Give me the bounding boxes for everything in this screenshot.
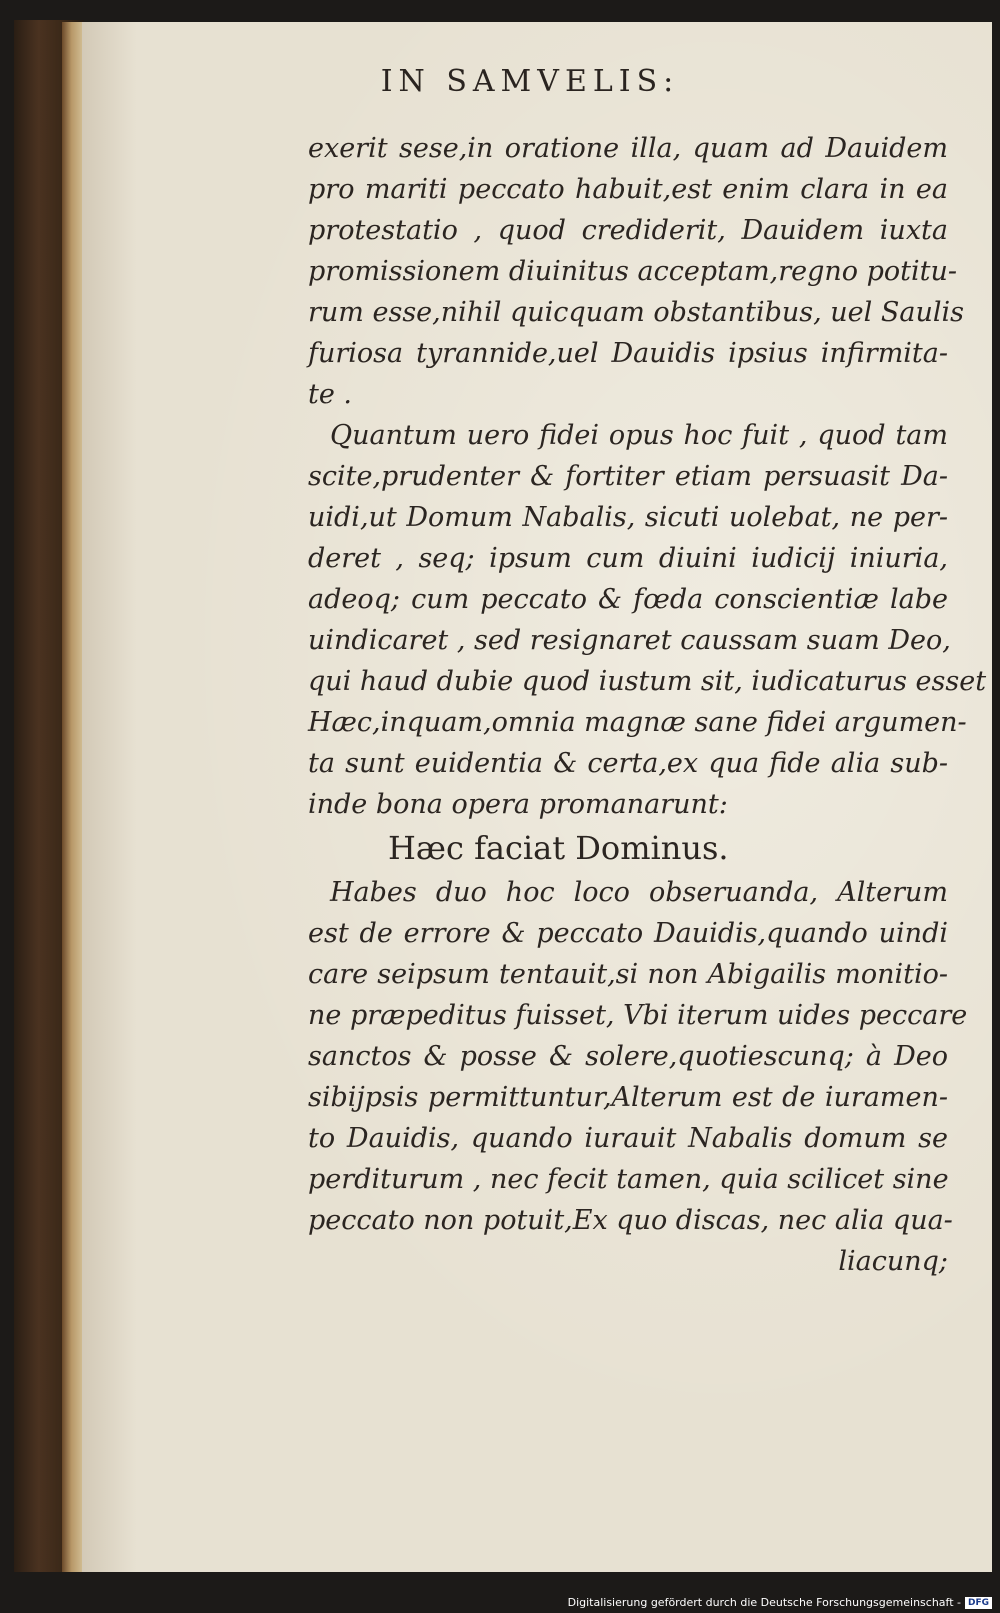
text-line: furiosa tyrannide,uel Dauidis ipsius infirmita- [308, 338, 948, 369]
text-line: promissionem diuinitus acceptam,regno potitu- [308, 256, 958, 287]
paragraph [308, 128, 964, 415]
digitization-credit [568, 1596, 992, 1609]
credit-text: Digitalisierung gefördert durch die Deutsche Forschungsgemeinschaft - [567, 1596, 961, 1609]
text-line: peccato non potuit,Ex quo discas, nec alia qua- [308, 1205, 953, 1236]
text-line: uindicaret , sed resignaret caussam suam Deo, [308, 625, 951, 656]
text-line: inde bona opera promanarunt: [308, 789, 728, 820]
dfg-logo: DFG [965, 1597, 992, 1609]
text-line: rum esse,nihil quicquam obstantibus, uel Saulis [308, 297, 964, 328]
text-line: scite,prudenter & fortiter etiam persuasit Da- [308, 461, 948, 492]
text-line: Habes duo hoc loco obseruanda, Alterum [330, 877, 948, 908]
paragraph [308, 872, 948, 913]
text-line: to Dauidis, quando iurauit Nabalis domum se [308, 1123, 948, 1154]
catchword: liacunq; [838, 1246, 948, 1277]
text-line: care seipsum tentauit,si non Abigailis monitio- [308, 959, 948, 990]
text-line: exerit sese,in oratione illa, quam ad Dauidem [308, 133, 948, 164]
text-line: protestatio , quod crediderit, Dauidem iuxta [308, 215, 948, 246]
text-line: ne præpeditus fuisset, Vbi iterum uides peccare [308, 1000, 968, 1031]
text-line: adeoq; cum peccato & fœda conscientiæ labe [308, 584, 948, 615]
body-text [308, 128, 987, 1282]
paragraph [308, 456, 987, 825]
text-line: perditurum , nec fecit tamen, quia scilicet sine [308, 1164, 949, 1195]
text-line: te . [308, 379, 352, 410]
paragraph [308, 415, 948, 456]
text-line: pro mariti peccato habuit,est enim clara in ea [308, 174, 948, 205]
text-line: uidi,ut Domum Nabalis, sicuti uolebat, ne per- [308, 502, 948, 533]
text-line: est de errore & peccato Dauidis,quando uindi [308, 918, 948, 949]
text-line: sibijpsis permittuntur,Alterum est de iuramen- [308, 1082, 948, 1113]
text-line: qui haud dubie quod iustum sit, iudicaturus esset [308, 666, 987, 697]
text-line: deret , seq; ipsum cum diuini iudicij iniuria, [308, 543, 948, 574]
text-line: Hæc,inquam,omnia magnæ sane fidei argumen- [308, 707, 967, 738]
text-line: sanctos & posse & solere,quotiescunq; à Deo [308, 1041, 948, 1072]
section-heading: Hæc faciat Dominus. [388, 829, 729, 867]
text-line: Quantum uero fidei opus hoc fuit , quod tam [330, 420, 948, 451]
running-header: IN SAMVELIS: [380, 64, 680, 99]
paragraph [308, 913, 968, 1282]
text-line: ta sunt euidentia & certa,ex qua fide alia sub- [308, 748, 948, 779]
